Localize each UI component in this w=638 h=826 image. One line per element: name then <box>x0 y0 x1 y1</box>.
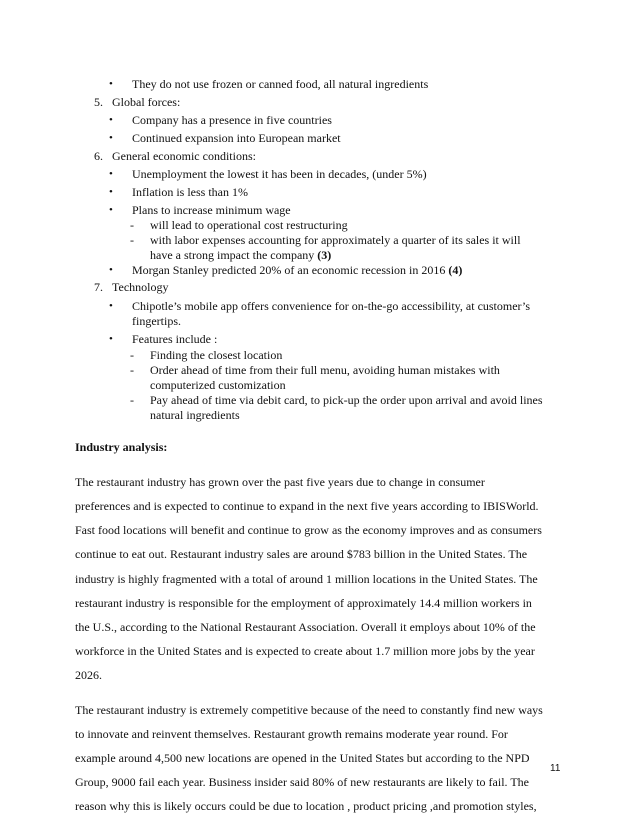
paragraph-line: reason why this is likely occurs could be due to location , product pricing ,and promotion styles, <box>75 799 537 813</box>
bullet-item: • They do not use frozen or canned food, all natural ingredients <box>132 77 428 91</box>
list-heading-economic-conditions: General economic conditions: <box>112 149 256 163</box>
bullet-text: Morgan Stanley predicted 20% of an economic recession in 2016 <box>132 263 449 277</box>
paragraph-line: workforce in the United States and is expected to create about 1.7 million more jobs by the year <box>75 644 535 658</box>
bullet-item: • Company has a presence in five countries <box>132 113 332 127</box>
citation-ref: (4) <box>448 263 463 277</box>
bullet-item: • Unemployment the lowest it has been in decades, (under 5%) <box>132 167 427 181</box>
paragraph-line: The restaurant industry is extremely competitive because of the need to constantly find new ways <box>75 703 543 717</box>
paragraph-line: The restaurant industry has grown over the past five years due to change in consumer <box>75 475 485 489</box>
paragraph-line: industry is highly fragmented with a total of around 1 million locations in the United States. The <box>75 572 538 586</box>
dash-item-continuation: natural ingredients <box>150 408 240 422</box>
paragraph-line: example around 4,500 new locations are opened in the United States but according to the NPD <box>75 751 530 765</box>
paragraph-line: continue to eat out. Restaurant industry sales are around $783 billion in the United States. The <box>75 547 528 561</box>
bullet-item: • Continued expansion into European market <box>132 131 341 145</box>
dash-item: - will lead to operational cost restructuring <box>150 218 348 232</box>
paragraph-line: the U.S., according to the National Restaurant Association. Overall it employs about 10% of the <box>75 620 536 634</box>
dash-item-continuation: computerized customization <box>150 378 286 392</box>
dash-item-continuation <box>150 248 331 262</box>
bullet-item-continuation: fingertips. <box>132 314 181 328</box>
paragraph-line: Group, 9000 fail each year. Business insider said 80% of new restaurants are likely to fail. The <box>75 775 529 789</box>
dash-item: - Finding the closest location <box>150 348 282 362</box>
paragraph-line: restaurant industry is responsible for the employment of approximately 14.4 million workers in <box>75 596 532 610</box>
list-number: 5. <box>94 95 103 109</box>
bullet-item: • Plans to increase minimum wage <box>132 203 291 217</box>
citation-ref: (3) <box>317 248 332 262</box>
list-heading-technology: Technology <box>112 280 169 294</box>
page-number: 11 <box>550 763 561 774</box>
paragraph-line: to innovate and reinvent themselves. Restaurant growth remains moderate year round. For <box>75 727 508 741</box>
dash-item: - Pay ahead of time via debit card, to pick-up the order upon arrival and avoid lines <box>150 393 543 407</box>
dash-item: - Order ahead of time from their full menu, avoiding human mistakes with <box>150 363 500 377</box>
paragraph-line: preferences and is expected to continue to expand in the next five years according to IBISWorld. <box>75 499 539 513</box>
bullet-item <box>132 263 462 277</box>
bullet-item: • Features include : <box>132 332 217 346</box>
paragraph-line: 2026. <box>75 668 102 682</box>
list-heading-global-forces: Global forces: <box>112 95 181 109</box>
bullet-item: • Chipotle’s mobile app offers convenience for on-the-go accessibility, at customer’s <box>132 299 530 313</box>
paragraph-line: Fast food locations will benefit and continue to grow as the economy improves and as consumers <box>75 523 542 537</box>
section-heading: Industry analysis: <box>75 440 168 454</box>
dash-item: - with labor expenses accounting for approximately a quarter of its sales it will <box>150 233 521 247</box>
dash-item-text: have a strong impact the company <box>150 248 318 262</box>
list-number: 6. <box>94 149 103 163</box>
bullet-item: • Inflation is less than 1% <box>132 185 248 199</box>
list-number: 7. <box>94 280 103 294</box>
